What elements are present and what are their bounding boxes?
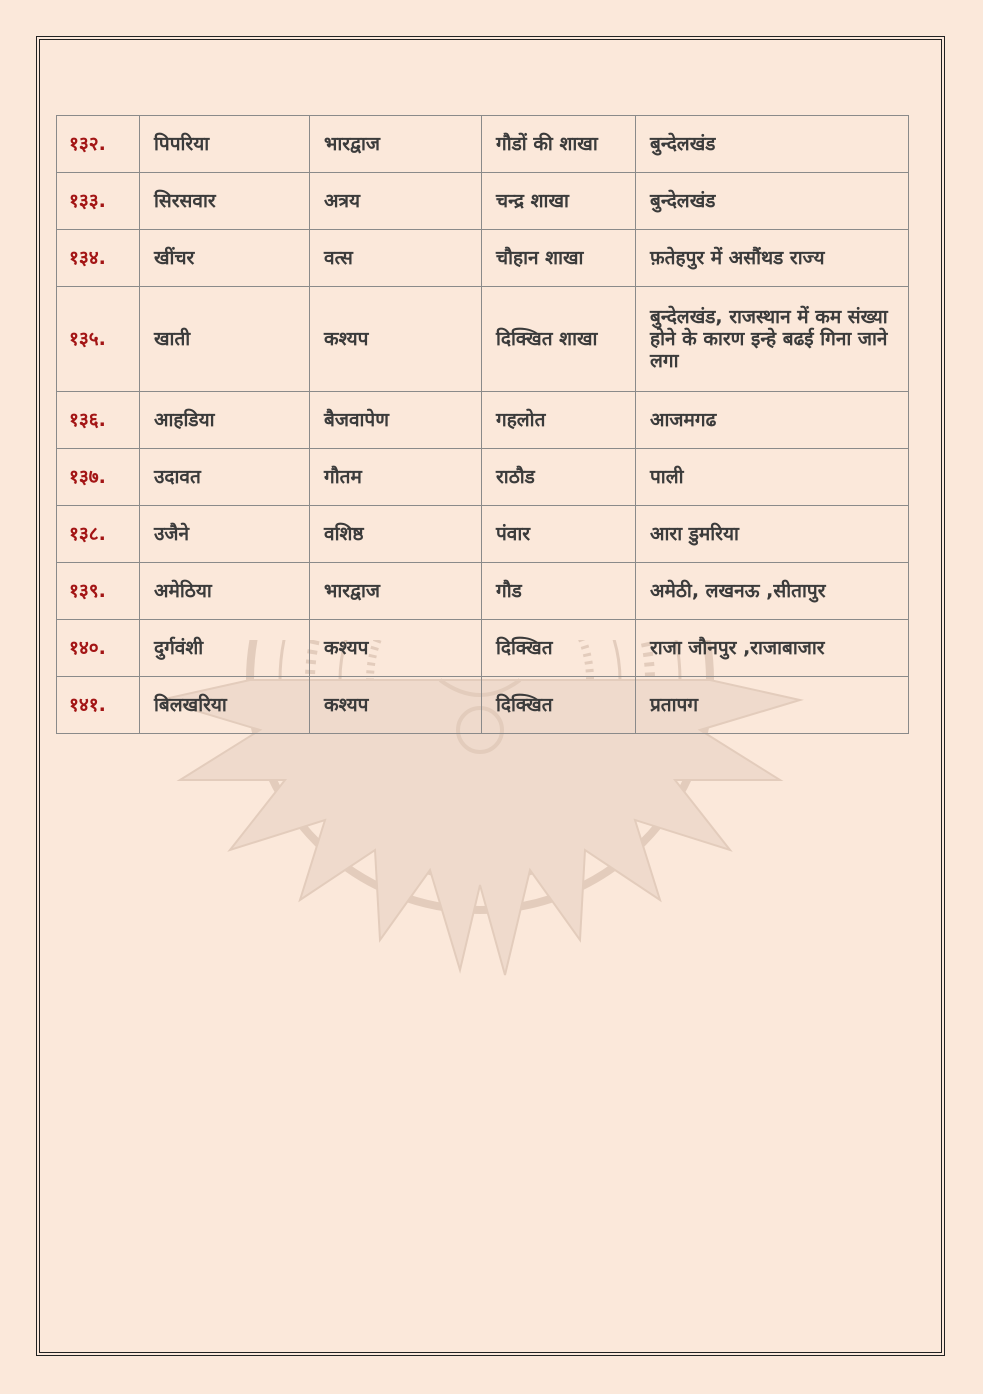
branch: राठौड	[482, 449, 636, 506]
caste-name: सिरसवार	[140, 173, 310, 230]
region: फ़तेहपुर में असौंथड राज्य	[636, 230, 909, 287]
table-row	[57, 287, 909, 392]
branch: दिक्खित	[482, 620, 636, 677]
branch: गौडों की शाखा	[482, 116, 636, 173]
region: आजमगढ	[636, 392, 909, 449]
branch: गहलोत	[482, 392, 636, 449]
region: अमेठी, लखनऊ ,सीतापुर	[636, 563, 909, 620]
gotra: कश्यप	[310, 287, 482, 392]
caste-name: उदावत	[140, 449, 310, 506]
caste-table	[56, 115, 909, 734]
row-number: १३४.	[57, 230, 140, 287]
caste-name: आहडिया	[140, 392, 310, 449]
gotra: वशिष्ठ	[310, 506, 482, 563]
branch: गौड	[482, 563, 636, 620]
row-number: १३३.	[57, 173, 140, 230]
table-row	[57, 116, 909, 173]
table-row	[57, 392, 909, 449]
row-number: १३२.	[57, 116, 140, 173]
region: राजा जौनपुर ,राजाबाजार	[636, 620, 909, 677]
region: पाली	[636, 449, 909, 506]
caste-name: दुर्गवंशी	[140, 620, 310, 677]
branch: दिक्खित	[482, 677, 636, 734]
caste-name: अमेठिया	[140, 563, 310, 620]
caste-name: खाती	[140, 287, 310, 392]
region: बुन्देलखंड	[636, 173, 909, 230]
row-number: १३५.	[57, 287, 140, 392]
caste-name: उजैने	[140, 506, 310, 563]
caste-name: बिलखरिया	[140, 677, 310, 734]
gotra: गौतम	[310, 449, 482, 506]
caste-name: पिपरिया	[140, 116, 310, 173]
table-row	[57, 677, 909, 734]
row-number: १३८.	[57, 506, 140, 563]
row-number: १३७.	[57, 449, 140, 506]
gotra: बैजवापेण	[310, 392, 482, 449]
gotra: वत्स	[310, 230, 482, 287]
region: प्रतापग	[636, 677, 909, 734]
gotra: भारद्वाज	[310, 563, 482, 620]
branch: पंवार	[482, 506, 636, 563]
region: बुन्देलखंड, राजस्थान में कम संख्या होने के कारण इन्हे बढई गिना जाने लगा	[636, 287, 909, 392]
table-row	[57, 563, 909, 620]
row-number: १४१.	[57, 677, 140, 734]
region: बुन्देलखंड	[636, 116, 909, 173]
gotra: कश्यप	[310, 677, 482, 734]
table-row	[57, 230, 909, 287]
gotra: अत्रय	[310, 173, 482, 230]
region: आरा डुमरिया	[636, 506, 909, 563]
gotra: भारद्वाज	[310, 116, 482, 173]
branch: चन्द्र शाखा	[482, 173, 636, 230]
branch: चौहान शाखा	[482, 230, 636, 287]
row-number: १३९.	[57, 563, 140, 620]
table-row	[57, 173, 909, 230]
table-row	[57, 506, 909, 563]
table-row	[57, 620, 909, 677]
row-number: १४०.	[57, 620, 140, 677]
row-number: १३६.	[57, 392, 140, 449]
branch: दिक्खित शाखा	[482, 287, 636, 392]
table-row	[57, 449, 909, 506]
caste-name: खींचर	[140, 230, 310, 287]
gotra: कश्यप	[310, 620, 482, 677]
